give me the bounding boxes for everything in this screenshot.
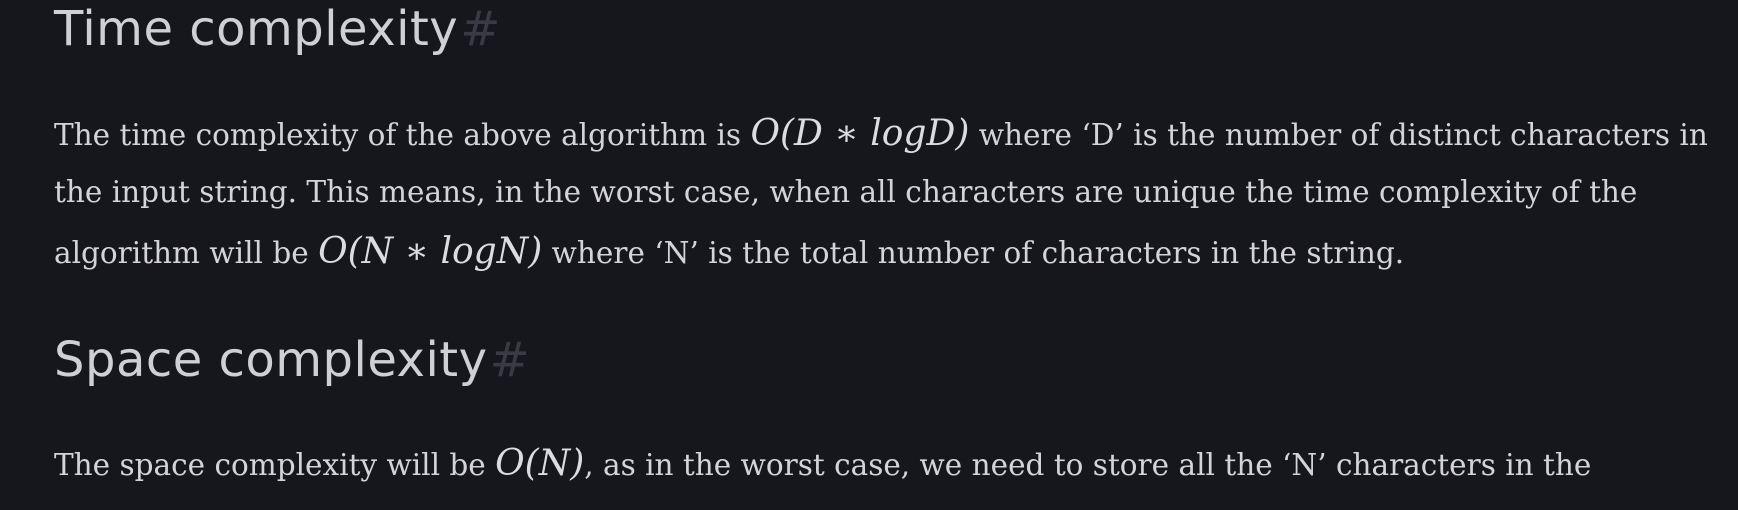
heading-anchor-link[interactable]: # xyxy=(460,1,501,57)
time-complexity-heading xyxy=(54,0,501,58)
text-segment: where ‘N’ is the total number of characters in the string. xyxy=(542,236,1405,270)
heading-text: Time complexity xyxy=(54,1,459,57)
math-expression: O(N) xyxy=(495,443,585,484)
time-complexity-paragraph xyxy=(54,104,1708,281)
paragraph-line xyxy=(54,222,1708,281)
paragraph-line xyxy=(54,104,1708,163)
text-segment: The space complexity will be xyxy=(54,448,496,482)
space-complexity-heading xyxy=(54,331,530,389)
text-segment: , as in the worst case, we need to store all the ‘N’ characters in the xyxy=(584,448,1592,482)
math-expression: O(N ∗ logN) xyxy=(318,231,543,272)
math-expression: O(D ∗ logD) xyxy=(750,113,970,154)
heading-text: Space complexity xyxy=(54,332,488,388)
paragraph-line xyxy=(54,163,1708,222)
heading-anchor-link[interactable]: # xyxy=(489,332,531,388)
text-segment: where ‘D’ is the number of distinct characters in xyxy=(969,118,1708,152)
text-segment: algorithm will be xyxy=(54,236,319,270)
text-segment: the input string. This means, in the worst case, when all characters are unique the time complexity of the xyxy=(54,175,1638,209)
space-complexity-paragraph xyxy=(54,434,1591,493)
text-segment: The time complexity of the above algorithm is xyxy=(54,118,751,152)
paragraph-line xyxy=(54,434,1591,493)
